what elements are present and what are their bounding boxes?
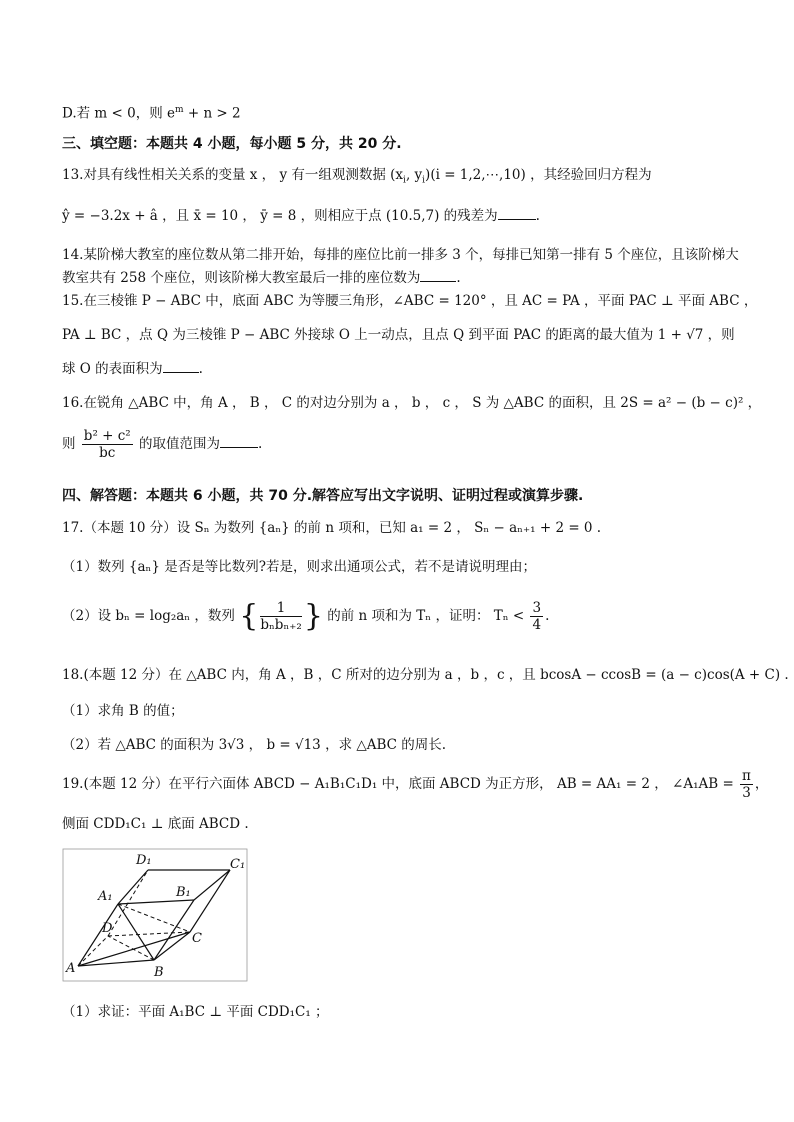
- answer-blank: [163, 360, 199, 373]
- section-4-heading: 四、解答题：本题共 6 小题，共 70 分.解答应写出文字说明、证明过程或演算步骤.: [62, 488, 584, 504]
- q16-line-1: 16.在锐角 △ABC 中，角 A ， B ， C 的对边分别为 a ， b ， c ， S 为 △ABC 的面积，且 2S = a² − (b − c)² ，: [62, 395, 762, 411]
- q17-stem: 17.（本题 10 分）设 Sₙ 为数列 {aₙ} 的前 n 项和，已知 a₁ = 2 ， Sₙ − aₙ₊₁ + 2 = 0 .: [62, 520, 602, 536]
- label-d: D: [102, 921, 113, 936]
- q17-part-2: （2）设 bₙ = log₂aₙ ，数列 { $\frac{1}{\text{bₙbₙ₊₂}}$ } 的前 n 项和为 Tₙ ，证明： Tₙ < $\frac{3}{4}$ .: [62, 598, 550, 634]
- label-b1: B₁: [176, 885, 191, 900]
- fraction: $\frac{\text{b² + c²}}{bc}$: [83, 428, 131, 461]
- q15-line-2: PA ⊥ BC ，点 Q 为三棱锥 P − ABC 外接球 O 上一动点，且点 Q 到平面 PAC 的距离的最大值为 1 + √7 ，则: [62, 327, 735, 343]
- fraction: $\frac{1}{\text{bₙbₙ₊₂}}$: [260, 600, 302, 633]
- q18-part-2: （2）若 △ABC 的面积为 3√3 ， b = √13 ，求 △ABC 的周长.: [62, 737, 447, 753]
- parallelepiped-figure: [62, 848, 248, 982]
- label-b: B: [154, 965, 164, 980]
- fraction: $\frac{3}{4}$: [532, 600, 542, 633]
- q13-line-1: 13.对具有线性相关关系的变量 x ， y 有一组观测数据 ($x_i$, $y_i)(i$ = 1,2,⋯,10) ，其经验回归方程为: [62, 167, 652, 186]
- q14-line-1: 14.某阶梯大教室的座位数从第二排开始，每排的座位比前一排多 3 个，每排已知第一排有 5 个座位，且该阶梯大: [62, 247, 739, 263]
- q19-part-1: （1）求证：平面 A₁BC ⊥ 平面 CDD₁C₁ ；: [62, 1004, 329, 1020]
- q15-line-3: 球 O 的表面积为 .: [62, 361, 203, 377]
- q14-line-2: 教室共有 258 个座位，则该阶梯大教室最后一排的座位数为 .: [62, 270, 461, 286]
- label-d1: D₁: [136, 853, 152, 868]
- q13-line-2: ŷ = −3.2x + â ，且 x̄ = 10 ， ȳ = 8 ，则相应于点 (10.5,7) 的残差为 .: [62, 208, 540, 224]
- label-c1: C₁: [230, 857, 246, 872]
- section-3-heading: 三、填空题：本题共 4 小题，每小题 5 分，共 20 分.: [62, 136, 402, 152]
- q15-line-1: 15.在三棱锥 P − ABC 中，底面 ABC 为等腰三角形，∠ABC = 120° ，且 AC = PA ，平面 PAC ⊥ 平面 ABC ，: [62, 293, 758, 309]
- label-a: A: [66, 961, 76, 976]
- q19-stem-2: 侧面 CDD₁C₁ ⊥ 底面 ABCD .: [62, 816, 249, 832]
- q16-line-2: 则 $\frac{\text{b² + c²}}{bc}$ 的取值范围为 .: [62, 428, 263, 461]
- fraction: $\frac{\pi}{3}$: [742, 768, 751, 801]
- answer-blank: [498, 207, 536, 220]
- q18-part-1: （1）求角 B 的值；: [62, 703, 184, 719]
- q18-stem: 18.(本题 12 分）在 △ABC 内，角 A ，B ，C 所对的边分别为 a ，b ，c ，且 bcosA − ccosB = (a − c)cos(A + C) .: [62, 667, 789, 683]
- answer-blank: [420, 269, 456, 282]
- option-d: D.若 m < 0，则 $e^m + n > 2$: [62, 105, 241, 122]
- label-c: C: [192, 931, 202, 946]
- label-a1: A₁: [98, 889, 113, 904]
- q19-stem: 19.(本题 12 分）在平行六面体 ABCD − A₁B₁C₁D₁ 中，底面 ABCD 为正方形， AB = AA₁ = 2 ， ∠A₁AB = $\frac{\pi}{3}$ ，: [62, 768, 769, 801]
- q17-part-1: （1）数列 {aₙ} 是否是等比数列?若是，则求出通项公式，若不是请说明理由；: [62, 559, 536, 575]
- answer-blank: [220, 435, 258, 448]
